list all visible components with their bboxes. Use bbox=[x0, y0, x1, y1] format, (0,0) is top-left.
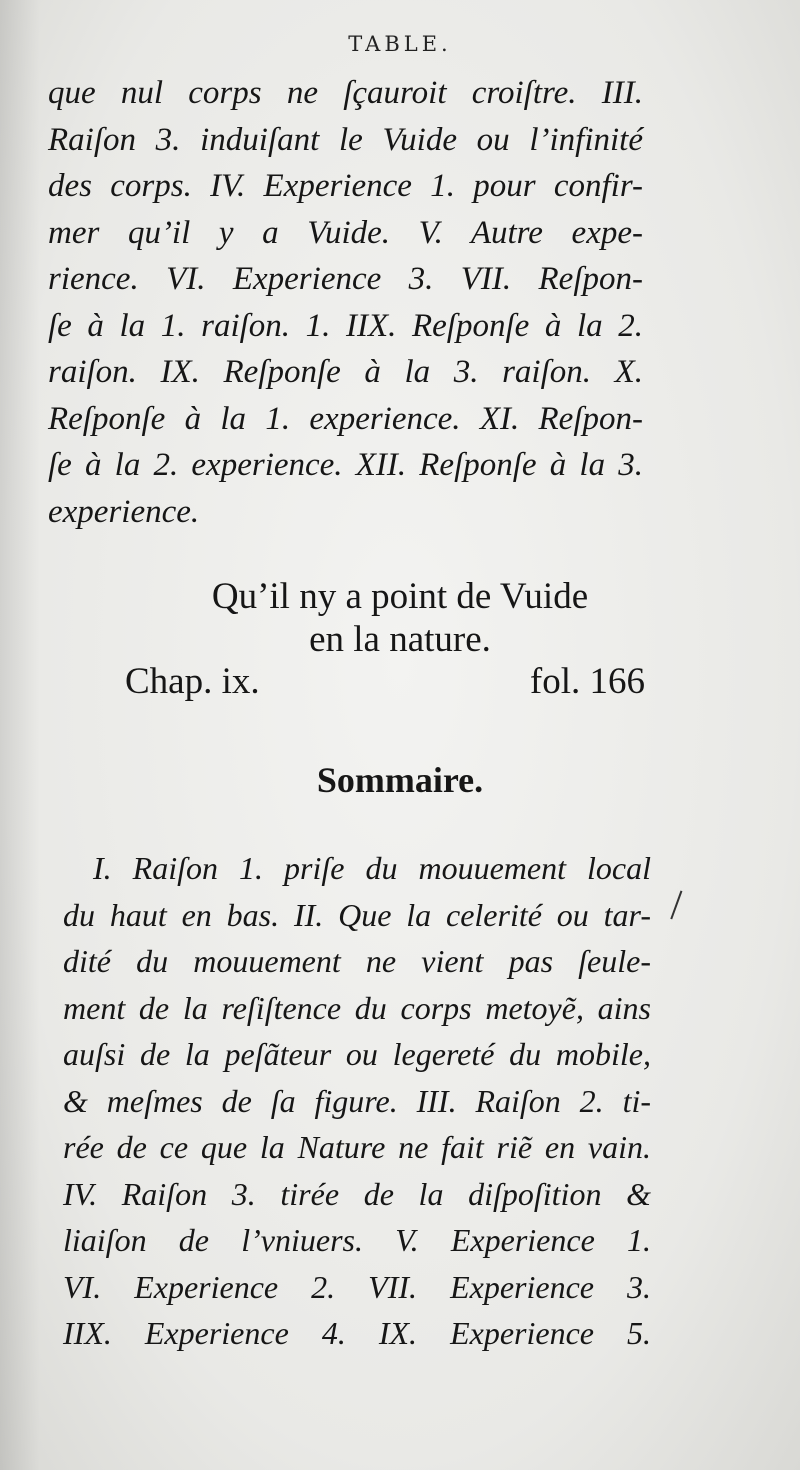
text-line: I. Raiſon 1. priſe du mouuement local bbox=[93, 850, 651, 886]
chapter-reference bbox=[125, 660, 645, 704]
text-line: mer qu’il y a Vuide. V. Autre expe- bbox=[48, 214, 643, 251]
margin-pen-mark bbox=[670, 891, 693, 924]
text-line: Raiſon 3. induiſant le Vuide ou l’infinité bbox=[48, 121, 643, 158]
running-header: TABLE. bbox=[348, 32, 452, 56]
text-line: & meſmes de ſa figure. III. Raiſon 2. ti- bbox=[63, 1082, 651, 1119]
text-line: du haut en bas. II. Que la celerité ou tar- bbox=[63, 896, 651, 933]
text-line: Reſponſe à la 1. experience. XI. Reſpon- bbox=[48, 400, 643, 437]
text-line: ſe à la 2. experience. XII. Reſponſe à la 3. bbox=[48, 447, 643, 483]
text-line: que nul corps ne ſçauroit croiſtre. III. bbox=[48, 75, 643, 111]
chapter-title-line-1: Qu’il ny a point de Vuide bbox=[211, 576, 589, 617]
summary-heading: Sommaire. bbox=[316, 760, 484, 800]
text-line: experience. bbox=[48, 493, 200, 530]
summary-paragraph bbox=[63, 845, 651, 1357]
text-line: IV. Raiſon 3. tirée de la diſpoſition & bbox=[63, 1175, 651, 1212]
folio-number: fol. 166 bbox=[529, 661, 645, 702]
chapter-title-line-2: en la nature. bbox=[309, 619, 491, 660]
text-line: raiſon. IX. Reſponſe à la 3. raiſon. X. bbox=[48, 354, 643, 390]
binding-shadow bbox=[0, 0, 40, 1470]
text-line: rée de ce que la Nature ne fait riẽ en vain. bbox=[63, 1129, 651, 1165]
text-line: VI. Experience 2. VII. Experience 3. bbox=[63, 1268, 651, 1305]
text-line: rience. VI. Experience 3. VII. Reſpon- bbox=[48, 261, 643, 297]
text-line: auſsi de la peſãteur ou legereté du mobile, bbox=[63, 1036, 651, 1072]
text-line: IIX. Experience 4. IX. Experience 5. bbox=[63, 1315, 651, 1351]
text-line: des corps. IV. Experience 1. pour confir- bbox=[48, 168, 643, 204]
chapter-number: Chap. ix. bbox=[125, 661, 260, 702]
text-line: ment de la reſiſtence du corps metoyẽ, ains bbox=[63, 989, 651, 1026]
contents-paragraph bbox=[48, 70, 643, 535]
text-line: dité du mouuement ne vient pas ſeule- bbox=[63, 943, 651, 979]
text-line: liaiſon de l’vniuers. V. Experience 1. bbox=[63, 1222, 651, 1258]
text-line: ſe à la 1. raiſon. 1. IIX. Reſponſe à la 2. bbox=[48, 307, 643, 344]
